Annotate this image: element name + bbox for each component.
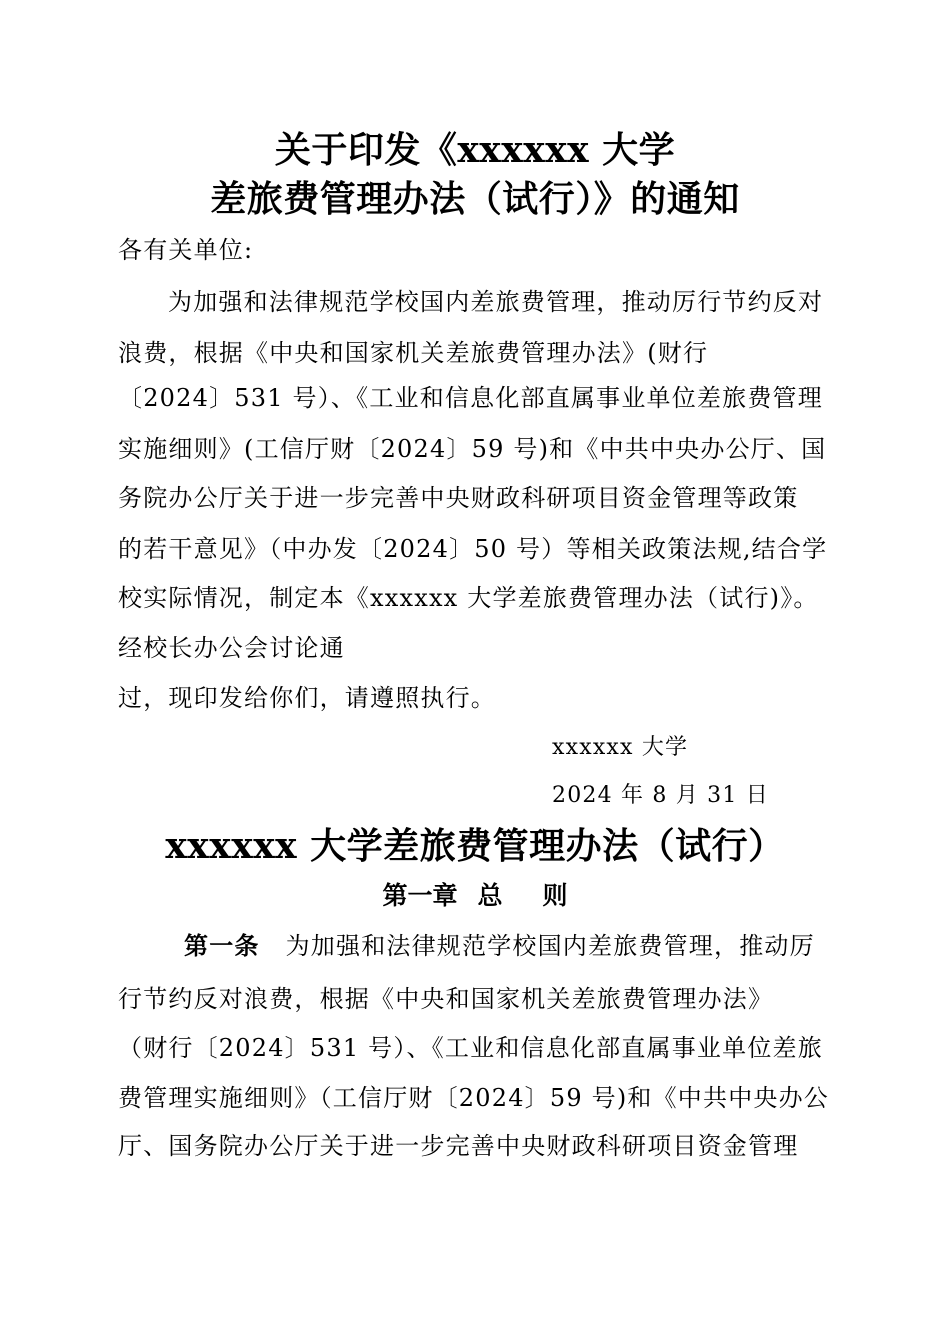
- article-1-line: （财行〔2024〕531 号）、《工业和信息化部直属事业单位差旅: [118, 1034, 823, 1062]
- chapter-title-char-1: 总: [477, 881, 503, 910]
- notice-date: 2024 年 8 月 31 日: [552, 783, 769, 808]
- article-1-text: 为加强和法律规范学校国内差旅费管理，推动厉: [285, 932, 815, 960]
- signature: xxxxxx 大学: [552, 735, 689, 760]
- chapter-number: 第一章: [382, 881, 458, 910]
- measures-title: xxxxxx 大学差旅费管理办法（试行）: [165, 825, 785, 867]
- article-1-line: 行节约反对浪费，根据《中央和国家机关差旅费管理办法》: [118, 985, 774, 1013]
- salutation: 各有关单位:: [118, 236, 254, 264]
- notice-body-line: 为加强和法律规范学校国内差旅费管理，推动厉行节约反对: [168, 288, 824, 316]
- notice-body-line: 务院办公厅关于进一步完善中央财政科研项目资金管理等政策: [118, 484, 799, 512]
- article-1-line: 费管理实施细则》（工信厅财〔2024〕59 号)和《中共中央办公: [118, 1084, 830, 1112]
- notice-body-line: 〔2024〕531 号）、《工业和信息化部直属事业单位差旅费管理: [118, 384, 823, 412]
- article-1-label: 第一条: [184, 932, 260, 960]
- notice-body-line: 浪费，根据《中央和国家机关差旅费管理办法》(财行: [118, 339, 709, 367]
- article-1-first-line: [184, 930, 815, 962]
- notice-body-line: 校实际情况，制定本《xxxxxx 大学差旅费管理办法（试行)》。: [118, 584, 819, 612]
- notice-title-line-1: 关于印发《xxxxxx 大学: [274, 129, 676, 171]
- notice-title-line-2: 差旅费管理办法（试行）》的通知: [210, 178, 740, 220]
- chapter-heading: [0, 880, 950, 912]
- chapter-title-char-2: 则: [542, 881, 568, 910]
- article-1-line: 厅、国务院办公厅关于进一步完善中央财政科研项目资金管理: [118, 1132, 799, 1160]
- notice-body-line: 经校长办公会讨论通: [118, 634, 345, 662]
- notice-body-line: 的若干意见》（中办发〔2024〕50 号）等相关政策法规,结合学: [118, 535, 828, 563]
- notice-body-line: 实施细则》(工信厅财〔2024〕59 号)和《中共中央办公厅、国: [118, 435, 827, 463]
- notice-body-line: 过，现印发给你们，请遵照执行。: [118, 684, 496, 712]
